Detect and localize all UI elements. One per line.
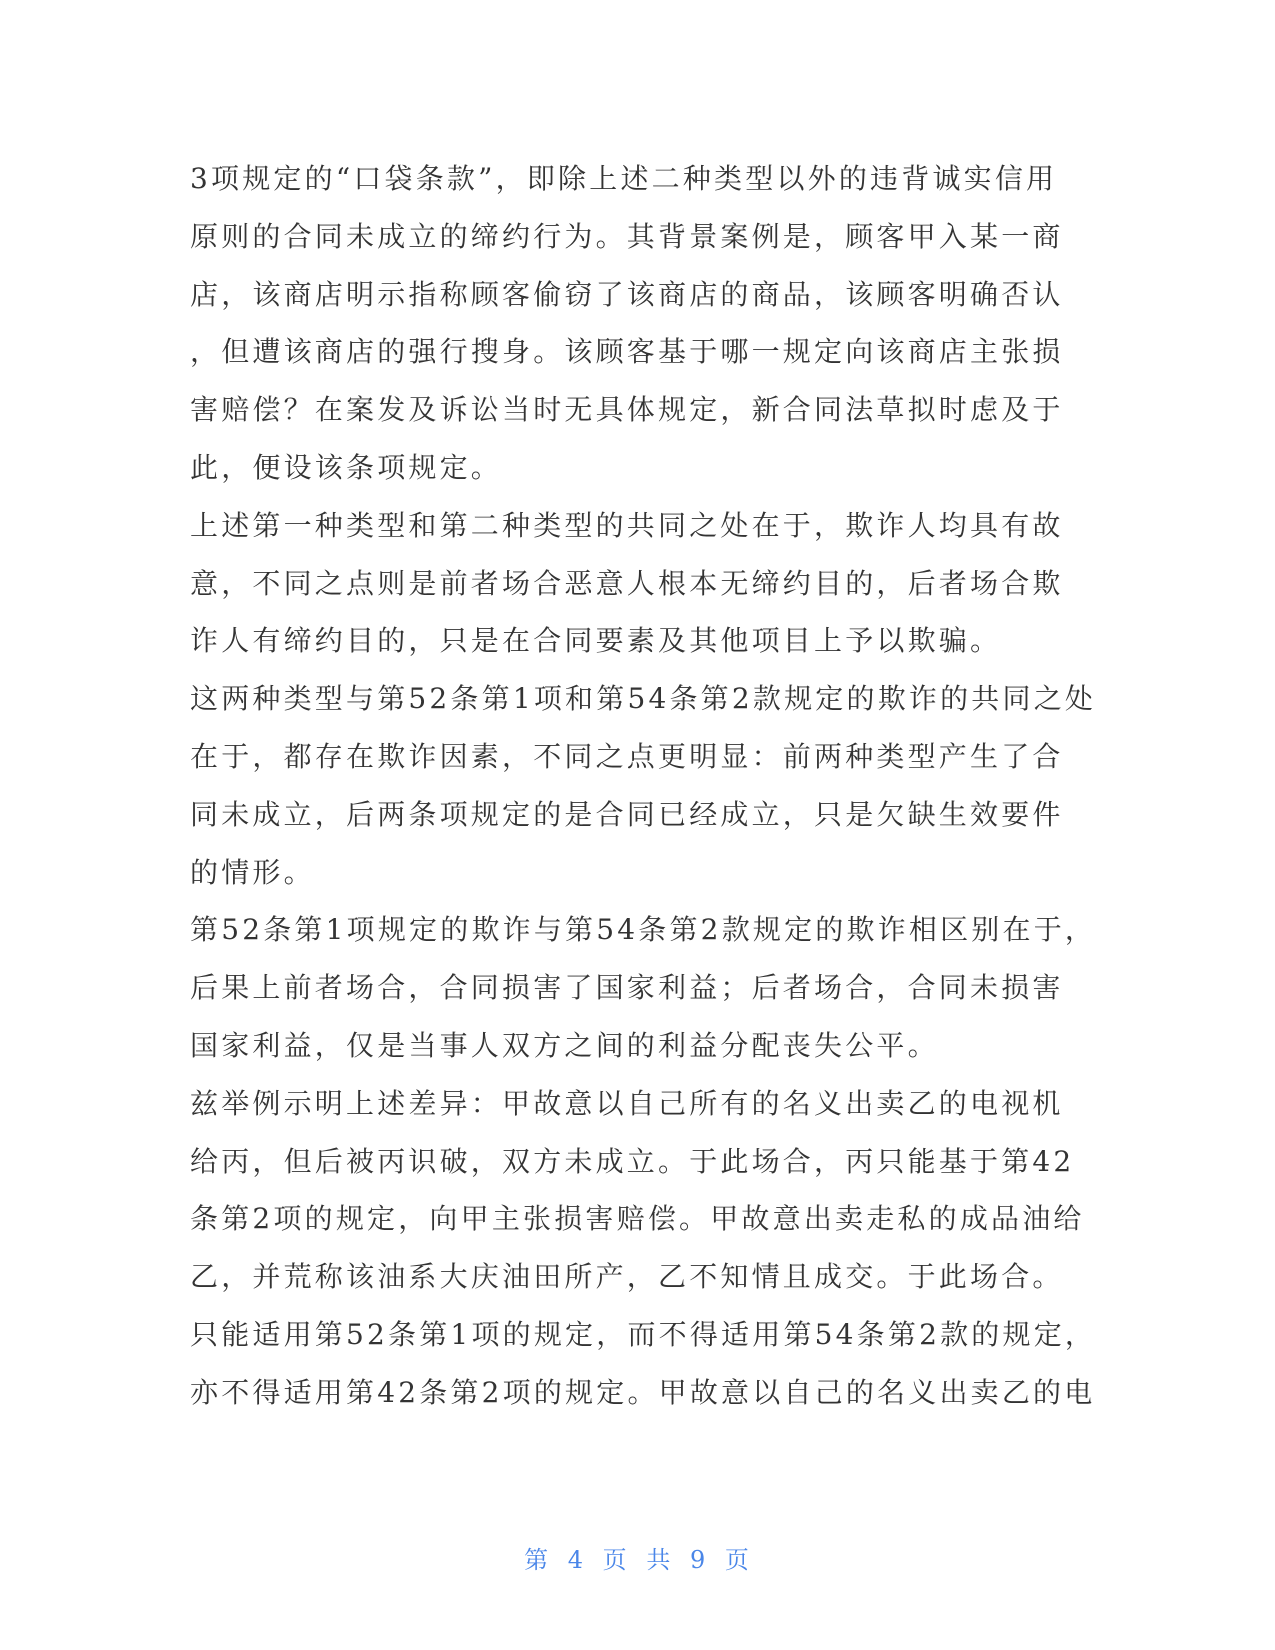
current-page-number: 4 <box>567 1546 586 1574</box>
text-line: 乙，并荒称该油系大庆油田所产，乙不知情且成交。于此场合。 <box>190 1260 1064 1294</box>
text-line: 在于，都存在欺诈因素，不同之点更明显：前两种类型产生了合 <box>190 739 1064 773</box>
total-page-number: 9 <box>689 1546 708 1574</box>
text-line: 诈人有缔约目的，只是在合同要素及其他项目上予以欺骗。 <box>190 624 1002 658</box>
text-line: 上述第一种类型和第二种类型的共同之处在于，欺诈人均具有故 <box>190 508 1064 542</box>
text-line: 这两种类型与第52条第1项和第54条第2款规定的欺诈的共同之处 <box>190 682 1097 716</box>
text-line: 意，不同之点则是前者场合恶意人根本无缔约目的，后者场合欺 <box>190 566 1064 600</box>
footer-page-label: 页 <box>602 1546 629 1574</box>
text-line: 害赔偿？在案发及诉讼当时无具体规定，新合同法草拟时虑及于 <box>190 393 1064 427</box>
text-line: 给丙，但后被丙识破，双方未成立。于此场合，丙只能基于第42 <box>190 1144 1075 1178</box>
footer-total-label: 页 <box>724 1546 751 1574</box>
footer-prefix: 第 <box>524 1546 551 1574</box>
text-line: 同未成立，后两条项规定的是合同已经成立，只是欠缺生效要件 <box>190 797 1064 831</box>
body-text <box>190 150 1097 1422</box>
text-line: 亦不得适用第42条第2项的规定。甲故意以自己的名义出卖乙的电 <box>190 1375 1096 1409</box>
text-line: 的情形。 <box>190 855 315 889</box>
text-line: 原则的合同未成立的缔约行为。其背景案例是，顾客甲入某一商 <box>190 219 1064 253</box>
text-line: 条第2项的规定，向甲主张损害赔偿。甲故意出卖走私的成品油给 <box>190 1202 1085 1236</box>
footer-total-prefix: 共 <box>646 1546 673 1574</box>
text-line: 国家利益，仅是当事人双方之间的利益分配丧失公平。 <box>190 1028 939 1062</box>
text-line: 后果上前者场合，合同损害了国家利益；后者场合，合同未损害 <box>190 971 1064 1005</box>
text-line: 兹举例示明上述差异：甲故意以自己所有的名义出卖乙的电视机 <box>190 1086 1064 1120</box>
text-line: 第52条第1项规定的欺诈与第54条第2款规定的欺诈相区别在于， <box>190 913 1097 947</box>
text-line: 店，该商店明示指称顾客偷窃了该商店的商品，该顾客明确否认 <box>190 277 1064 311</box>
text-line: 只能适用第52条第1项的规定，而不得适用第54条第2款的规定， <box>190 1317 1097 1351</box>
text-line: ，但遭该商店的强行搜身。该顾客基于哪一规定向该商店主张损 <box>190 335 1064 369</box>
text-line: 3项规定的“口袋条款”，即除上述二种类型以外的违背诚实信用 <box>190 162 1058 195</box>
text-line: 此，便设该条项规定。 <box>190 450 503 484</box>
page-footer <box>0 1540 1275 1575</box>
